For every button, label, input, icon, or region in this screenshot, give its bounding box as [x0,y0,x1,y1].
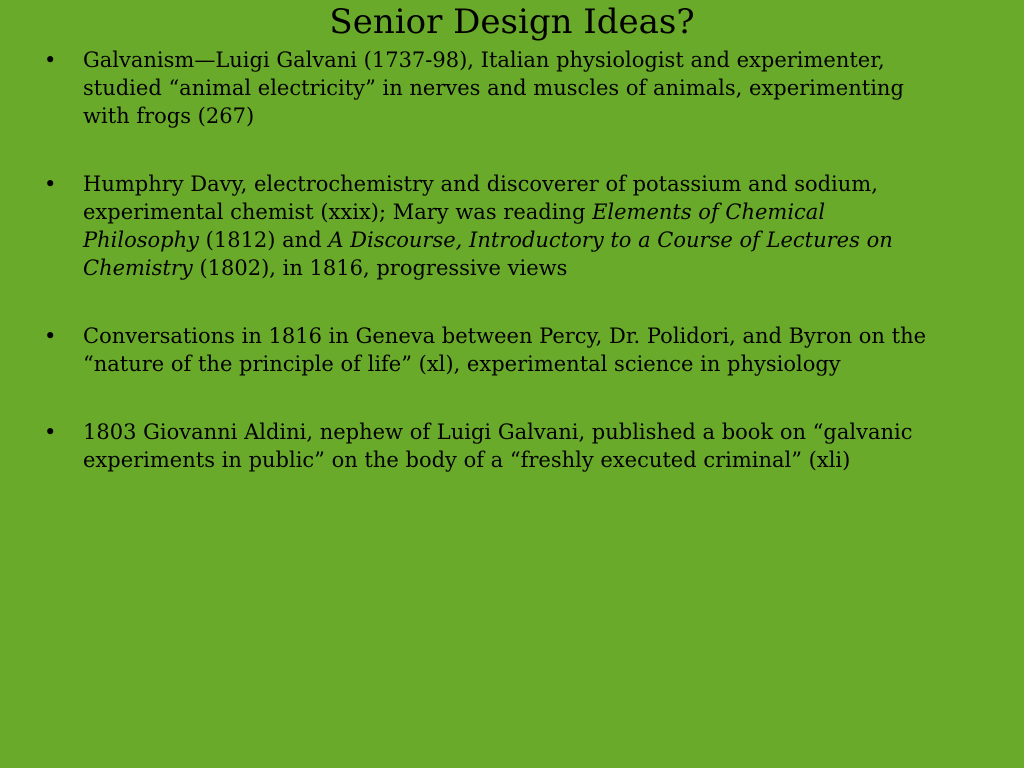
slide-title: Senior Design Ideas? [329,2,695,42]
bullet-text-segment: (1812) and [198,228,329,252]
bullet-item [44,170,944,282]
bullet-marker: • [44,48,57,72]
bullet-marker: • [44,172,57,196]
bullet-marker: • [44,324,57,348]
bullet-item [44,418,944,474]
bullet-text [83,324,926,376]
bullet-text [83,172,893,280]
bullet-text-segment: (1802), in 1816, progressive views [192,256,568,280]
bullet-list [44,46,944,514]
bullet-text-segment: Conversations in 1816 in Geneva between Percy, Dr. Polidori, and Byron on the “nature of the principle of life” (xl), experimental science in physiology [83,324,927,376]
bullet-item [44,46,944,130]
bullet-marker: • [44,420,57,444]
bullet-text-segment: 1803 Giovanni Aldini, nephew of Luigi Galvani, published a book on “galvanic experiments in public” on the body of a “freshly executed criminal” (xli) [83,420,913,472]
bullet-text [83,48,904,128]
book-title-a-discourse: A Discourse, Introductory to a Course of Lectures on Chemistry [83,228,893,280]
bullet-text [83,420,912,472]
bullet-text-segment: Galvanism—Luigi Galvani (1737-98), Italian physiologist and experimenter, studied “animal electricity” in nerves and muscles of animals, experimenting with frogs (267) [83,48,904,128]
bullet-item [44,322,944,378]
bullet-text-segment: Humphry Davy, electrochemistry and discoverer of potassium and sodium, experimental chemist (xxix); Mary was reading [83,172,878,224]
book-title-elements-of-chemical-philosophy: Elements of Chemical Philosophy [83,200,826,252]
